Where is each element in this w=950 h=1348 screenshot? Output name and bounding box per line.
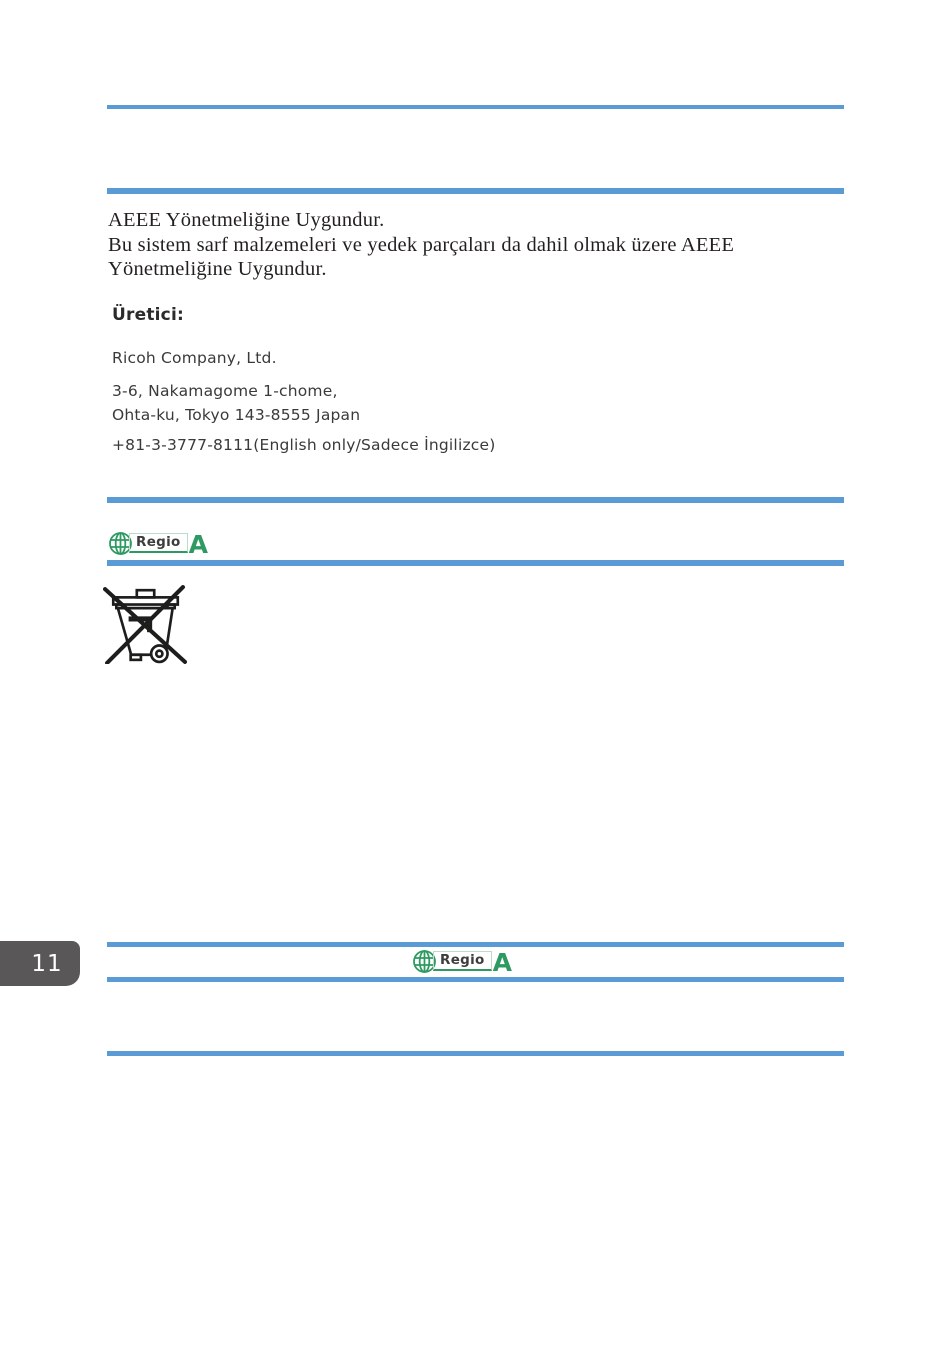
manufacturer-heading: Üretici:: [112, 305, 184, 325]
divider-bottom-2: [107, 977, 844, 982]
region-a-badge-footer: [412, 947, 512, 977]
region-badge-letter: A: [188, 529, 208, 559]
crossed-out-wheeled-bin-icon: [103, 584, 187, 664]
manufacturer-address-line2: Ohta-ku, Tokyo 143-8555 Japan: [112, 406, 361, 424]
region-a-badge: [108, 529, 208, 559]
manufacturer-company: Ricoh Company, Ltd.: [112, 349, 277, 367]
compliance-line: Yönetmeliğine Uygundur.: [108, 258, 327, 280]
compliance-statement: [108, 208, 734, 282]
manufacturer-address-line1: 3-6, Nakamagome 1-chome,: [112, 382, 338, 400]
divider-section-2: [107, 497, 844, 503]
region-badge-letter: A: [492, 947, 512, 977]
divider-under-badge: [107, 560, 844, 566]
divider-bottom-3: [107, 1051, 844, 1056]
region-badge-label: Regio: [433, 951, 492, 971]
divider-bottom-1: [107, 942, 844, 947]
manufacturer-phone: +81-3-3777-8111(English only/Sadece İngilizce): [112, 436, 496, 454]
divider-top: [107, 105, 844, 109]
page-number: 11: [31, 950, 63, 977]
compliance-line: Bu sistem sarf malzemeleri ve yedek parçaları da dahil olmak üzere AEEE: [108, 233, 735, 256]
region-badge-label: Regio: [129, 533, 188, 553]
compliance-line: AEEE Yönetmeliğine Uygundur.: [108, 209, 385, 231]
page-number-tab: [0, 941, 80, 986]
divider-section-1: [107, 188, 844, 194]
